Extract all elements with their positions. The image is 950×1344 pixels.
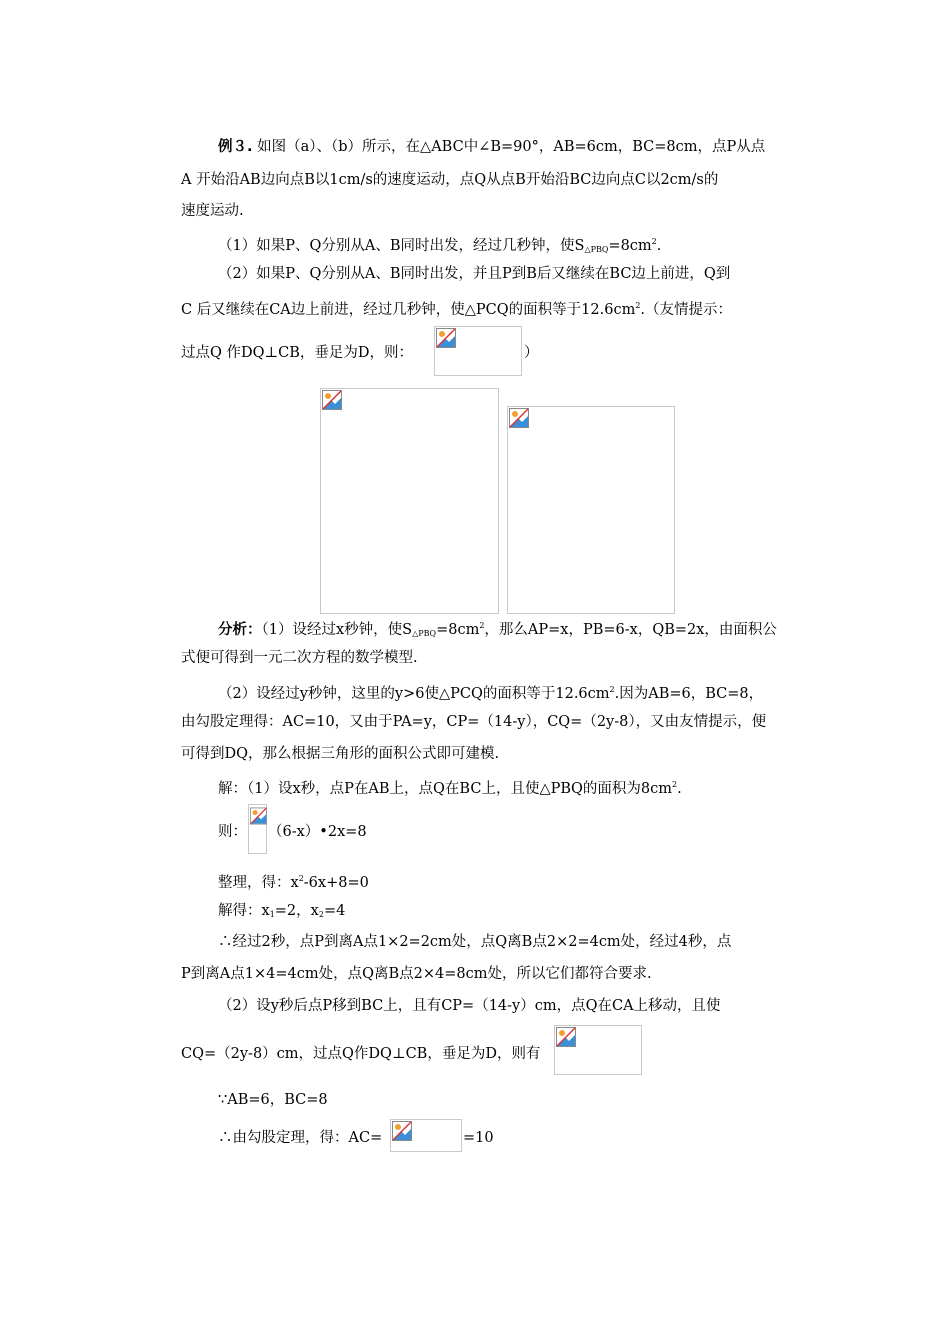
question-1-text: （1）如果P、Q分别从A、B同时出发，经过几秒钟，使S	[218, 238, 585, 254]
solution-1-text: 解：（1）设x秒，点P在AB上，点Q在BC上，且使△PBQ的面积为8cm	[218, 781, 672, 797]
analysis-line-4: 由勾股定理得：AC=10，又由于PA=y，CP=（14-y），CQ=（2y-8），又由友情提示，便	[181, 714, 767, 730]
figure-a-image	[320, 388, 499, 614]
analysis-2-rest: .因为AB=6，BC=8，	[614, 686, 764, 702]
question-2-line-3: 过点Q 作DQ⊥CB，垂足为D，则：	[181, 345, 414, 361]
equation-1: （6-x）•2x=8	[268, 824, 367, 840]
example-label: 例３.	[218, 139, 253, 155]
analysis-line-2: 式便可得到一元二次方程的数学模型.	[181, 650, 418, 666]
broken-image-icon	[436, 328, 456, 348]
analysis-1-sup: 2	[479, 621, 485, 630]
solution-line-1	[218, 775, 682, 799]
analysis-line-3	[218, 680, 763, 704]
analysis-line-5: 可得到DQ，那么根据三角形的面积公式即可建模.	[181, 746, 500, 762]
question-2-close: ）	[524, 345, 539, 361]
therefore-result: =10	[463, 1130, 494, 1146]
arrange-text: 整理，得：x	[218, 875, 299, 891]
solve-line	[218, 901, 345, 925]
analysis-1-rest: ，那么AP=x，PB=6-x，QB=2x，由面积公	[484, 622, 777, 638]
example-line-3: 速度运动.	[181, 203, 244, 219]
hint-formula-image	[434, 326, 522, 376]
solve-text: 解得：x	[218, 903, 270, 919]
because-line: ∵AB=6，BC=8	[218, 1092, 328, 1108]
ac-formula-image	[390, 1119, 462, 1152]
question-2-hint: .（友情提示：	[640, 302, 733, 318]
part-2-line-2: CQ=（2y-8）cm，过点Q作DQ⊥CB，垂足为D，则有	[181, 1046, 541, 1062]
example-line-1	[218, 137, 765, 157]
arrange-sup: 2	[298, 874, 304, 883]
broken-image-icon	[392, 1121, 412, 1141]
arrange-line	[218, 869, 369, 893]
question-1-end: .	[656, 238, 662, 254]
analysis-line-1	[218, 616, 777, 644]
solution-1-end: .	[677, 781, 682, 797]
question-1	[218, 232, 661, 260]
question-2-line-2	[181, 296, 732, 320]
broken-image-icon	[322, 390, 342, 410]
broken-image-icon	[556, 1027, 576, 1047]
conclusion-line-1: ∴经过2秒，点P到离A点1×2=2cm处，点Q离B点2×2=4cm处，经过4秒，点	[218, 934, 732, 950]
then-label: 则：	[218, 824, 247, 840]
analysis-2-text: （2）设经过y秒钟，这里的y>6使△PCQ的面积等于12.6cm	[218, 686, 610, 702]
fraction-image	[248, 804, 267, 854]
analysis-1-sub: △PBQ	[412, 629, 437, 638]
question-2-text: C 后又继续在CA边上前进，经过几秒钟，使△PCQ的面积等于12.6cm	[181, 302, 636, 318]
broken-image-icon	[509, 408, 529, 428]
analysis-1-text: （1）设经过x秒钟，使S	[261, 622, 413, 638]
figure-b-image	[507, 406, 675, 614]
analysis-1-value: =8cm	[436, 622, 480, 638]
question-1-value: =8cm	[608, 238, 652, 254]
solve-sub-1: 1	[269, 910, 275, 919]
solve-mid: =2，x	[274, 903, 319, 919]
analysis-2-sup: 2	[609, 685, 615, 694]
conclusion-line-2: P到离A点1×4=4cm处，点Q离B点2×4=8cm处，所以它们都符合要求.	[181, 966, 652, 982]
solve-rest: =4	[323, 903, 346, 919]
question-1-sup: 2	[651, 237, 657, 246]
broken-image-icon	[250, 806, 267, 826]
solve-sub-2: 2	[318, 910, 324, 919]
question-2-sup: 2	[635, 301, 641, 310]
example-text-1: 如图（a）、（b）所示，在△ABC中∠B=90°，AB=6cm，BC=8cm，点P从点	[257, 139, 766, 155]
question-2-line-1: （2）如果P、Q分别从A、B同时出发，并且P到B后又继续在BC边上前进，Q到	[218, 266, 731, 282]
therefore-line: ∴由勾股定理，得：AC=	[218, 1130, 383, 1146]
solution-1-sup: 2	[672, 780, 678, 789]
example-line-2: A 开始沿AB边向点B以1cm/s的速度运动，点Q从点B开始沿BC边向点C以2cm/s的	[181, 172, 719, 188]
dq-formula-image	[554, 1025, 642, 1075]
analysis-label: 分析：	[218, 622, 262, 638]
part-2-line-1: （2）设y秒后点P移到BC上，且有CP=（14-y）cm，点Q在CA上移动，且使	[218, 998, 721, 1014]
arrange-rest: -6x+8=0	[303, 875, 369, 891]
question-1-sub: △PBQ	[584, 245, 609, 254]
